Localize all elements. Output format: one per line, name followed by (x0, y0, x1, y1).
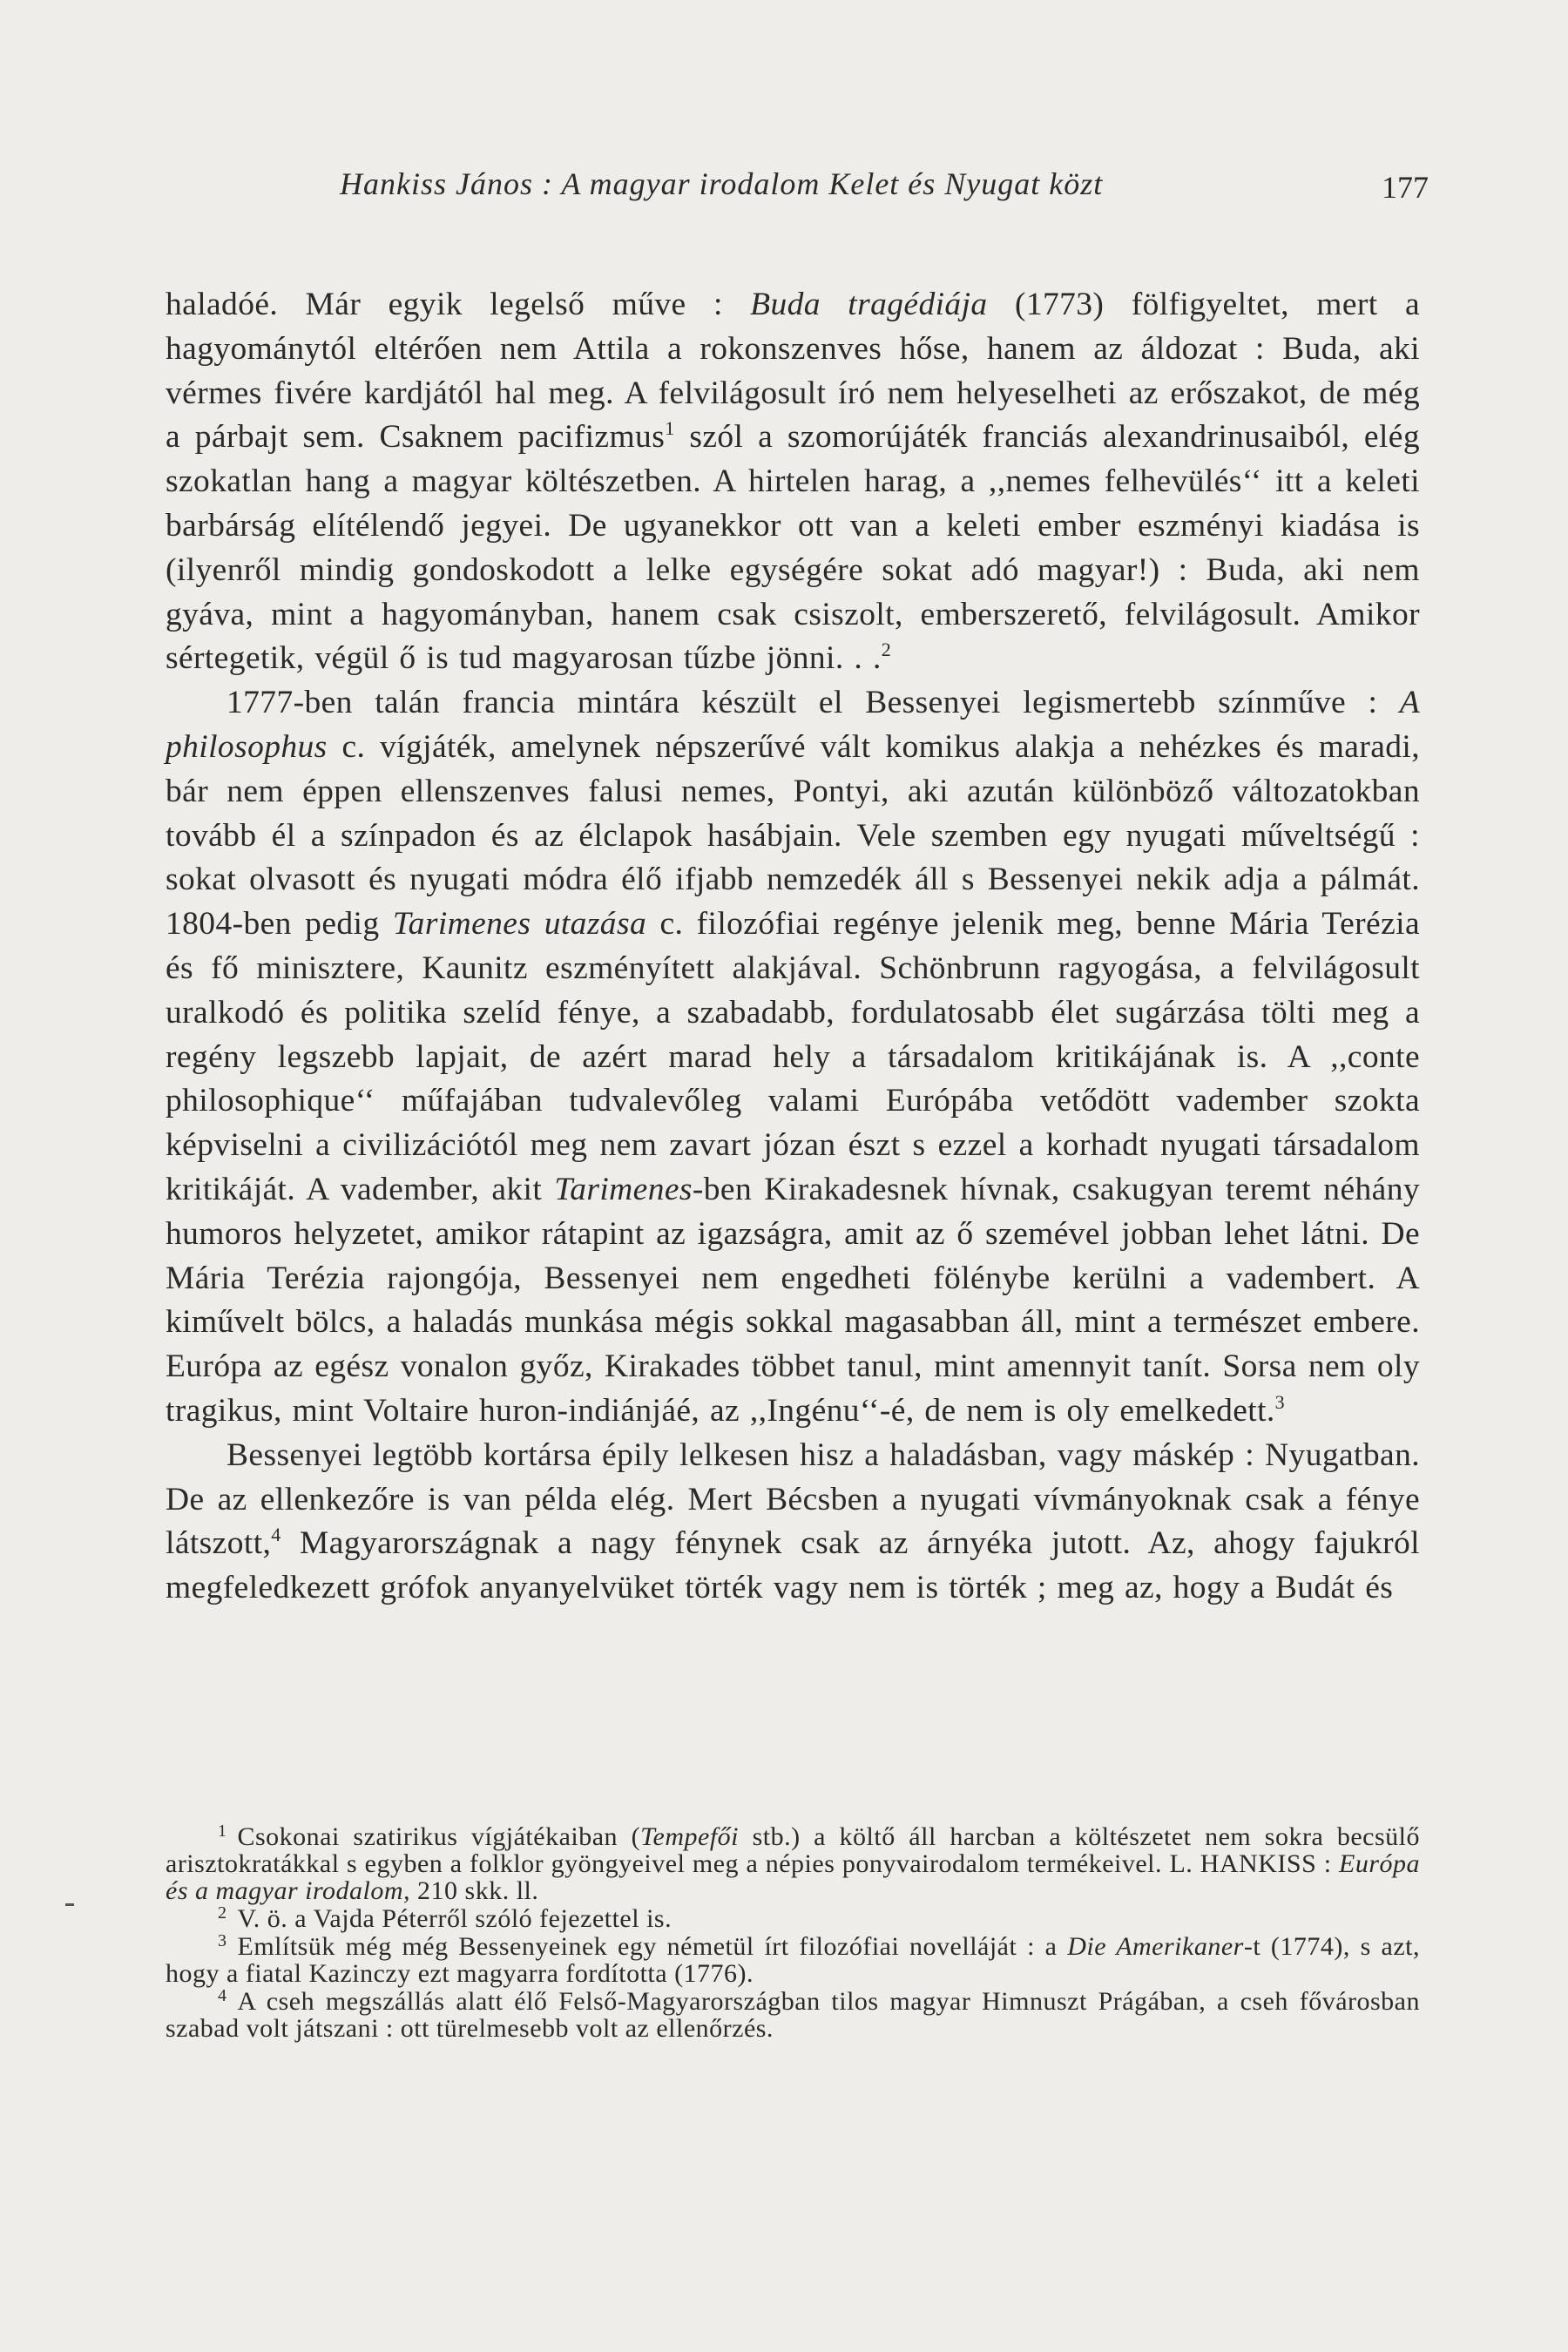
text-run: Magyarországnak a nagy fénynek csak az árnyéka jutott. Az, ahogy fajukról megfeledkezett grófok anyanyelvüket törték vagy nem is törték ; meg az, hogy a Budát és (166, 1525, 1420, 1606)
text-run: A cseh megszállás alatt élő Felső-Magyarországban tilos magyar Himnuszt Prágában, a cseh fővárosban szabad volt játszani : ott türelmesebb volt az ellenőrzés. (166, 1987, 1420, 2043)
text-run: haladóé. Már egyik legelső műve : (166, 287, 751, 322)
italic-text: A philosophus (166, 685, 1420, 765)
paragraph (166, 1434, 1420, 1611)
italic-text: Tarimenes (554, 1171, 693, 1207)
text-run: (1773) fölfigyeltet, mert a hagyománytól eltérően nem Attila a rokonszenves hőse, hanem az áldozat : Buda, aki vérmes fivére kardjától hal meg. A felvilágosult író nem helyeselheti az erőszakot, de még a párbajt sem. Csaknem pacifizmus (166, 287, 1420, 456)
italic-text: Buda tragédiája (750, 287, 988, 322)
italic-text: Európa és a magyar irodalom, (166, 1849, 1420, 1905)
footnote (166, 1823, 1420, 1904)
italic-text: Die Amerikaner (1067, 1932, 1244, 1961)
footnote-ref: 1 (665, 417, 675, 440)
text-run: c. vígjáték, amelynek népszerűvé vált komikus alakja a nehézkes és maradi, bár nem éppen ellenszenves falusi nemes, Pontyi, aki azután különböző változatokban tovább él a színpadon és az élclapok hasábjain. Vele szemben egy nyugati műveltségű : sokat olvasott és nyugati módra élő ifjabb nemzedék áll s Bessenyei nekik adja a pálmát. 1804-ben pedig (166, 728, 1420, 943)
footnote-mark: 2 (218, 1903, 227, 1923)
footnote-ref: 4 (271, 1524, 281, 1546)
text-run: V. ö. a Vajda Péterről szóló fejezettel is. (237, 1904, 672, 1933)
text-run: Említsük még még Bessenyeinek egy németül írt filozófiai novelláját : a (237, 1932, 1068, 1961)
margin-mark (65, 1903, 74, 1906)
footnote (166, 1905, 1420, 1932)
running-title: Hankiss János : A magyar irodalom Kelet és Nyugat közt (340, 166, 1104, 201)
italic-text: Tarimenes utazása (392, 906, 647, 943)
paragraph (166, 283, 1420, 681)
text-run: c. filozófiai regénye jelenik meg, benne Mária Terézia és fő minisztere, Kaunitz eszményített alakjával. Schönbrunn ragyogása, a felvilágosult uralkodó és politika szelíd fénye, a szabadabb, fordulatosabb élet sugárzása tölti meg a regény legszebb lapjait, de azért marad hely a társadalom kritikájának is. A ,,conte philosophique‘‘ műfajában tudvalevőleg valami Európába vetődött vadember szokta képviselni a civilizációtól meg nem zavart józan észt s ezzel a korhadt nyugati társadalom kritikáját. A vadember, akit (166, 906, 1420, 1207)
main-text (166, 283, 1420, 1611)
footnote (166, 1933, 1420, 1987)
italic-text: Tempefői (640, 1822, 740, 1851)
page-header (166, 166, 1429, 218)
text-run: Bessenyei legtöbb kortársa épily lelkesen hisz a haladásban, vagy máskép : Nyugatban. De az ellenkezőre is van példa elég. Mert Bécsben a nyugati vívmányoknak csak a fénye látszott, (166, 1436, 1420, 1562)
text-run: stb.) a költő áll harcban a költészetet nem sokra becsülő arisztokratákkal s egyben a folklor gyöngyeivel meg a népies ponyvairodalom termékeivel. L. HANKISS : (166, 1822, 1420, 1878)
footnote-ref: 3 (1274, 1390, 1286, 1413)
footnote-ref: 2 (881, 639, 892, 661)
footnotes (166, 1823, 1420, 2043)
paragraph (166, 681, 1420, 1434)
footnote-mark: 1 (218, 1821, 227, 1841)
footnote (166, 1988, 1420, 2042)
text-run: -ben Kirakadesnek hívnak, csakugyan teremt néhány humoros helyzetet, amikor rátapint az igazságra, amit az ő szemével jobban lehet látni. De Mária Terézia rajongója, Bessenyei nem engedheti fölénybe kerülni a vadembert. A kiművelt bölcs, a haladás munkása mégis sokkal magasabban áll, mint a természet embere. Európa az egész vonalon győz, Kirakades többet tanul, mint amennyit tanít. Sorsa nem oly tragikus, mint Voltaire huron-indiánjáé, az ,,Ingénu‘‘-é, de nem is oly emelkedett. (166, 1171, 1420, 1429)
text-run: 1777-ben talán francia mintára készült el Bessenyei legismertebb színműve : (226, 685, 1400, 721)
page-number: 177 (1382, 170, 1429, 205)
text-run: Csokonai szatirikus vígjátékaiban ( (237, 1822, 641, 1851)
text-run: -t (1774), s azt, hogy a fiatal Kazinczy ezt magyarra fordította (1776). (166, 1932, 1420, 1988)
footnote-mark: 3 (218, 1931, 227, 1950)
text-run: 210 skk. ll. (410, 1876, 539, 1905)
text-run: szól a szomorújáték franciás alexandrinusaiból, elég szokatlan hang a magyar költészetben. A hirtelen harag, a ,,nemes felhevülés‘‘ itt a keleti barbárság elítélendő jegyei. De ugyanekkor ott van a keleti ember eszményi kiadása is (ilyenről mindig gondoskodott a lelke egységére sokat adó magyar!) : Buda, aki nem gyáva, mint a hagyományban, hanem csak csiszolt, emberszerető, felvilágosult. Amikor sértegetik, végül ő is tud magyarosan tűzbe jönni. . . (166, 419, 1420, 677)
footnote-mark: 4 (218, 1986, 227, 2005)
